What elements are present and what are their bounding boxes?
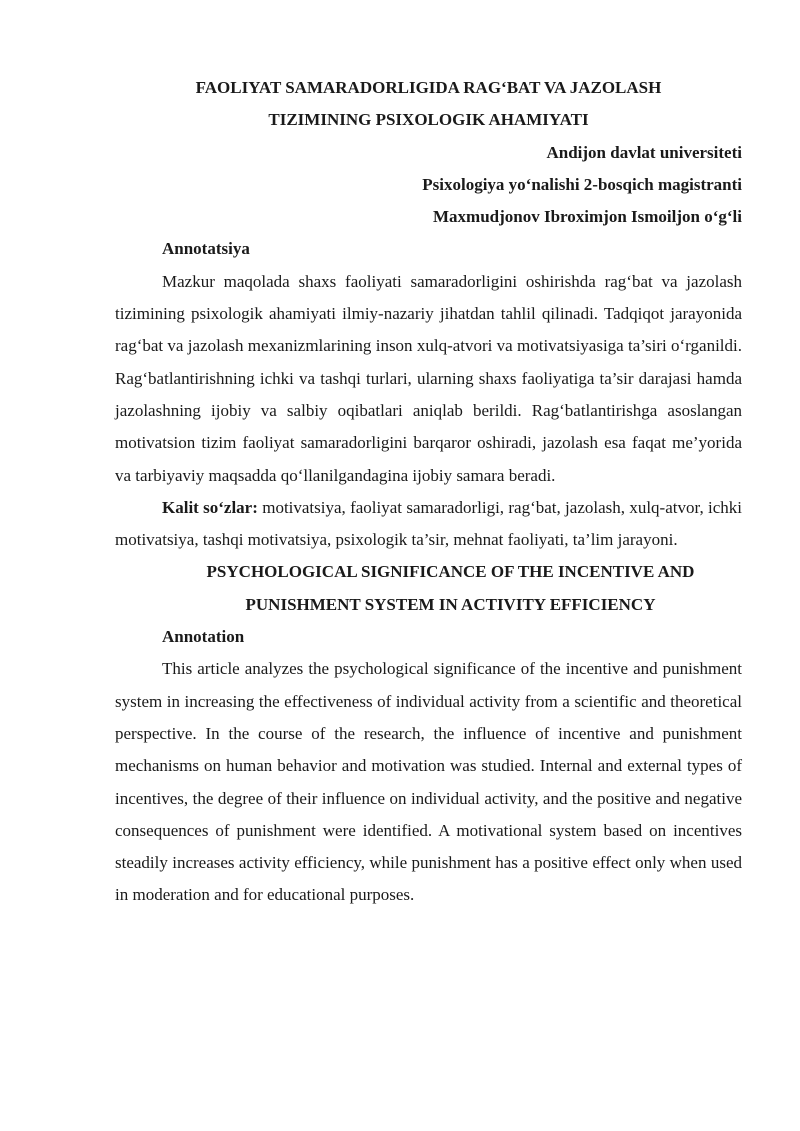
keywords-text: motivatsiya, faoliyat samaradorligi, rag‘bat, jazolash, xulq-atvor, ichki motivatsiya, tashqi motivatsiya, psixologik ta’sir, mehnat faoliyati, ta’lim jarayoni.	[115, 497, 743, 550]
uz-annotation-text: Mazkur maqolada shaxs faoliyati samaradorligini oshirishda rag‘bat va jazolash tizimining psixologik ahamiyati ilmiy-nazariy jihatdan tahlil qilinadi. Tadqiqot jarayonida rag‘bat va jazolash mexanizmlarining inson xulq-atvori va motivatsiyasiga ta’siri o‘rganildi. Rag‘batlantirishning ichki va tashqi turlari, ularning shaxs faoliyatiga ta’sir darajasi hamda jazolashning ijobiy va salbiy oqibatlari aniqlab berildi. Rag‘batlantirishga asoslangan motivatsion tizim faoliyat samaradorligini barqaror oshiradi, jazolash esa faqat me’yorida va tarbiyaviy maqsadda qo‘llanilgandagina ijobiy samara beradi.	[115, 271, 742, 485]
author-name: Maxmudjonov Ibroximjon Ismoiljon o‘g‘li	[432, 207, 742, 227]
uz-title-line-1: FAOLIYAT SAMARADORLIGIDA RAG‘BAT VA JAZOLASH	[195, 78, 662, 97]
en-annotation-heading: Annotation	[162, 627, 245, 647]
keywords-paragraph	[115, 492, 742, 557]
en-annotation-text: This article analyzes the psychological significance of the incentive and punishment system in increasing the effectiveness of individual activity from a scientific and theoretical perspective. In the course of the research, the influence of incentive and punishment mechanisms on human behavior and motivation was studied. Internal and external types of incentives, the degree of their influence on individual activity, and the positive and negative consequences of punishment were identified. A motivational system based on incentives steadily increases activity efficiency, while punishment has a positive effect only when used in moderation and for educational purposes.	[115, 659, 742, 905]
uz-title-line-2: TIZIMINING PSIXOLOGIK AHAMIYATI	[268, 110, 589, 130]
author-position: Psixologiya yo‘nalishi 2-bosqich magistranti	[422, 174, 742, 194]
en-title-line-2: PUNISHMENT SYSTEM IN ACTIVITY EFFICIENCY	[245, 594, 656, 614]
keywords-label: Kalit so‘zlar:	[162, 497, 258, 517]
uz-annotation-heading: Annotatsiya	[162, 239, 250, 259]
author-university: Andijon davlat universiteti	[546, 142, 742, 162]
uz-title	[115, 72, 742, 137]
en-title	[115, 556, 742, 621]
document-page	[115, 72, 742, 912]
en-title-line-1: PSYCHOLOGICAL SIGNIFICANCE OF THE INCENTIVE AND	[206, 562, 695, 582]
